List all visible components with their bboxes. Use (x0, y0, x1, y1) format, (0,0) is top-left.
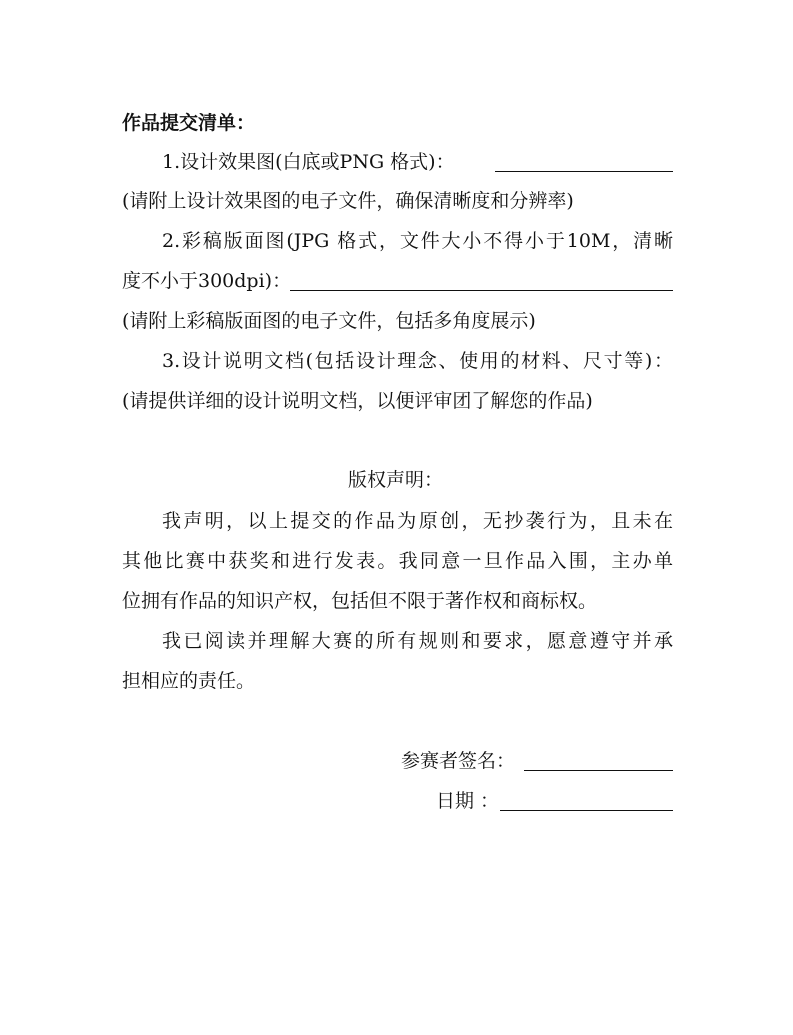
copyright-para2-line1: 我已阅读并理解大赛的所有规则和要求，愿意遵守并承 (162, 630, 673, 652)
item3-label: 3.设计说明文档(包括设计理念、使用的材料、尺寸等)： (162, 350, 673, 372)
item2-blank-line[interactable] (290, 290, 673, 291)
copyright-para2-line2: 担相应的责任。 (122, 670, 256, 692)
item1-note: (请附上设计效果图的电子文件，确保清晰度和分辨率) (122, 190, 574, 212)
item2-label-line2: 度不小于300dpi)： (122, 270, 292, 292)
participant-signature-line[interactable] (524, 770, 673, 771)
item1-label: 1.设计效果图(白底或PNG 格式)： (162, 151, 455, 173)
copyright-title: 版权声明： (348, 469, 444, 491)
date-line[interactable] (500, 810, 673, 811)
copyright-para1-line2: 其他比赛中获奖和进行发表。我同意一旦作品入围，主办单 (122, 550, 673, 572)
participant-signature-label: 参赛者签名： (401, 750, 516, 772)
copyright-para1-line3: 位拥有作品的知识产权，包括但不限于著作权和商标权。 (122, 590, 598, 612)
submission-heading: 作品提交清单： (122, 112, 256, 134)
item2-note: (请附上彩稿版面图的电子文件，包括多角度展示) (122, 310, 536, 332)
item2-label-line1: 2.彩稿版面图(JPG 格式，文件大小不得小于10M，清晰 (162, 230, 673, 252)
date-label: 日期 ： (436, 790, 500, 812)
item3-note: (请提供详细的设计说明文档，以便评审团了解您的作品) (122, 390, 593, 412)
item1-blank-line[interactable] (495, 171, 673, 172)
copyright-para1-line1: 我声明，以上提交的作品为原创，无抄袭行为，且未在 (162, 510, 673, 532)
